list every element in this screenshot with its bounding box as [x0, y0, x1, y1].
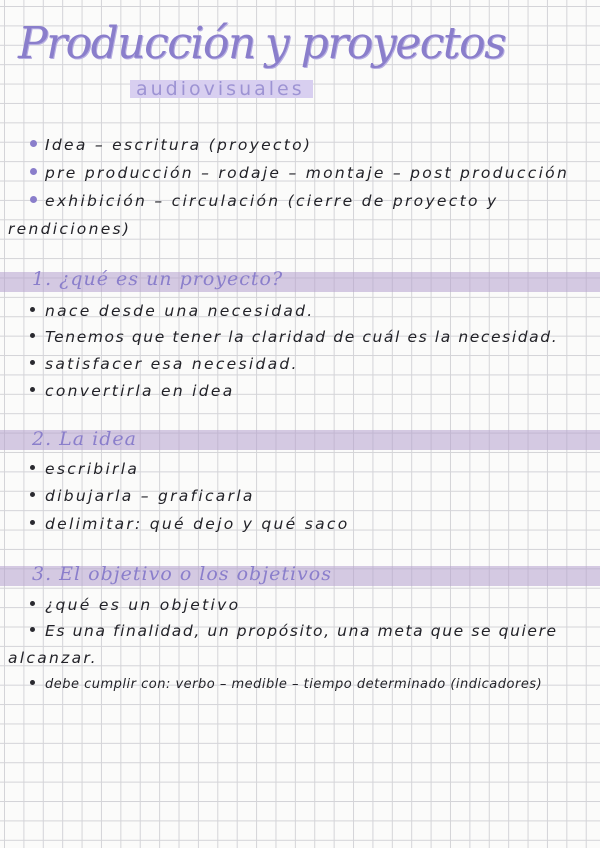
section-1-line-4: convertirla en idea	[30, 382, 235, 400]
section-2-line-3: delimitar: qué dejo y qué saco	[30, 515, 350, 533]
section-2-heading: 2. La idea	[32, 428, 137, 450]
intro-line-4: rendiciones)	[8, 220, 132, 238]
bullet-dot-icon	[30, 680, 35, 685]
title-part-1: Producción	[18, 18, 255, 69]
section-3-line-2: Es una finalidad, un propósito, una meta que se quiere	[30, 622, 558, 640]
section-1-line-1: nace desde una necesidad.	[30, 302, 315, 320]
bullet-dot-icon	[30, 333, 35, 338]
bullet-dot-icon	[30, 492, 35, 497]
section-3-heading: 3. El objetivo o los objetivos	[32, 563, 332, 585]
intro-line-3: exhibición – circulación (cierre de proyecto y	[30, 192, 498, 210]
bullet-dot-icon	[30, 168, 37, 175]
section-2-line-2: dibujarla – graficarla	[30, 487, 255, 505]
title-part-2: y proyectos	[264, 18, 506, 69]
bullet-dot-icon	[30, 387, 35, 392]
bullet-dot-icon	[30, 465, 35, 470]
bullet-dot-icon	[30, 140, 37, 147]
subtitle-highlight	[130, 80, 313, 98]
intro-line-2: pre producción – rodaje – montaje – post producción	[30, 164, 569, 182]
bullet-dot-icon	[30, 627, 35, 632]
page-title	[18, 18, 505, 69]
bullet-dot-icon	[30, 307, 35, 312]
bullet-dot-icon	[30, 196, 37, 203]
section-1-line-3: satisfacer esa necesidad.	[30, 355, 299, 373]
bullet-dot-icon	[30, 360, 35, 365]
bullet-dot-icon	[30, 520, 35, 525]
section-1-line-2: Tenemos que tener la claridad de cuál es la necesidad.	[30, 328, 558, 346]
section-1-heading: 1. ¿qué es un proyecto?	[32, 268, 284, 290]
bullet-dot-icon	[30, 601, 35, 606]
section-3-line-4: debe cumplir con: verbo – medible – tiempo determinado (indicadores)	[30, 677, 542, 692]
section-3-line-1: ¿qué es un objetivo	[30, 596, 240, 614]
section-2-line-1: escribirla	[30, 460, 139, 478]
page-subtitle: audiovisuales	[136, 78, 305, 100]
intro-line-1: Idea – escritura (proyecto)	[30, 136, 312, 154]
section-3-line-3: alcanzar.	[8, 649, 98, 667]
